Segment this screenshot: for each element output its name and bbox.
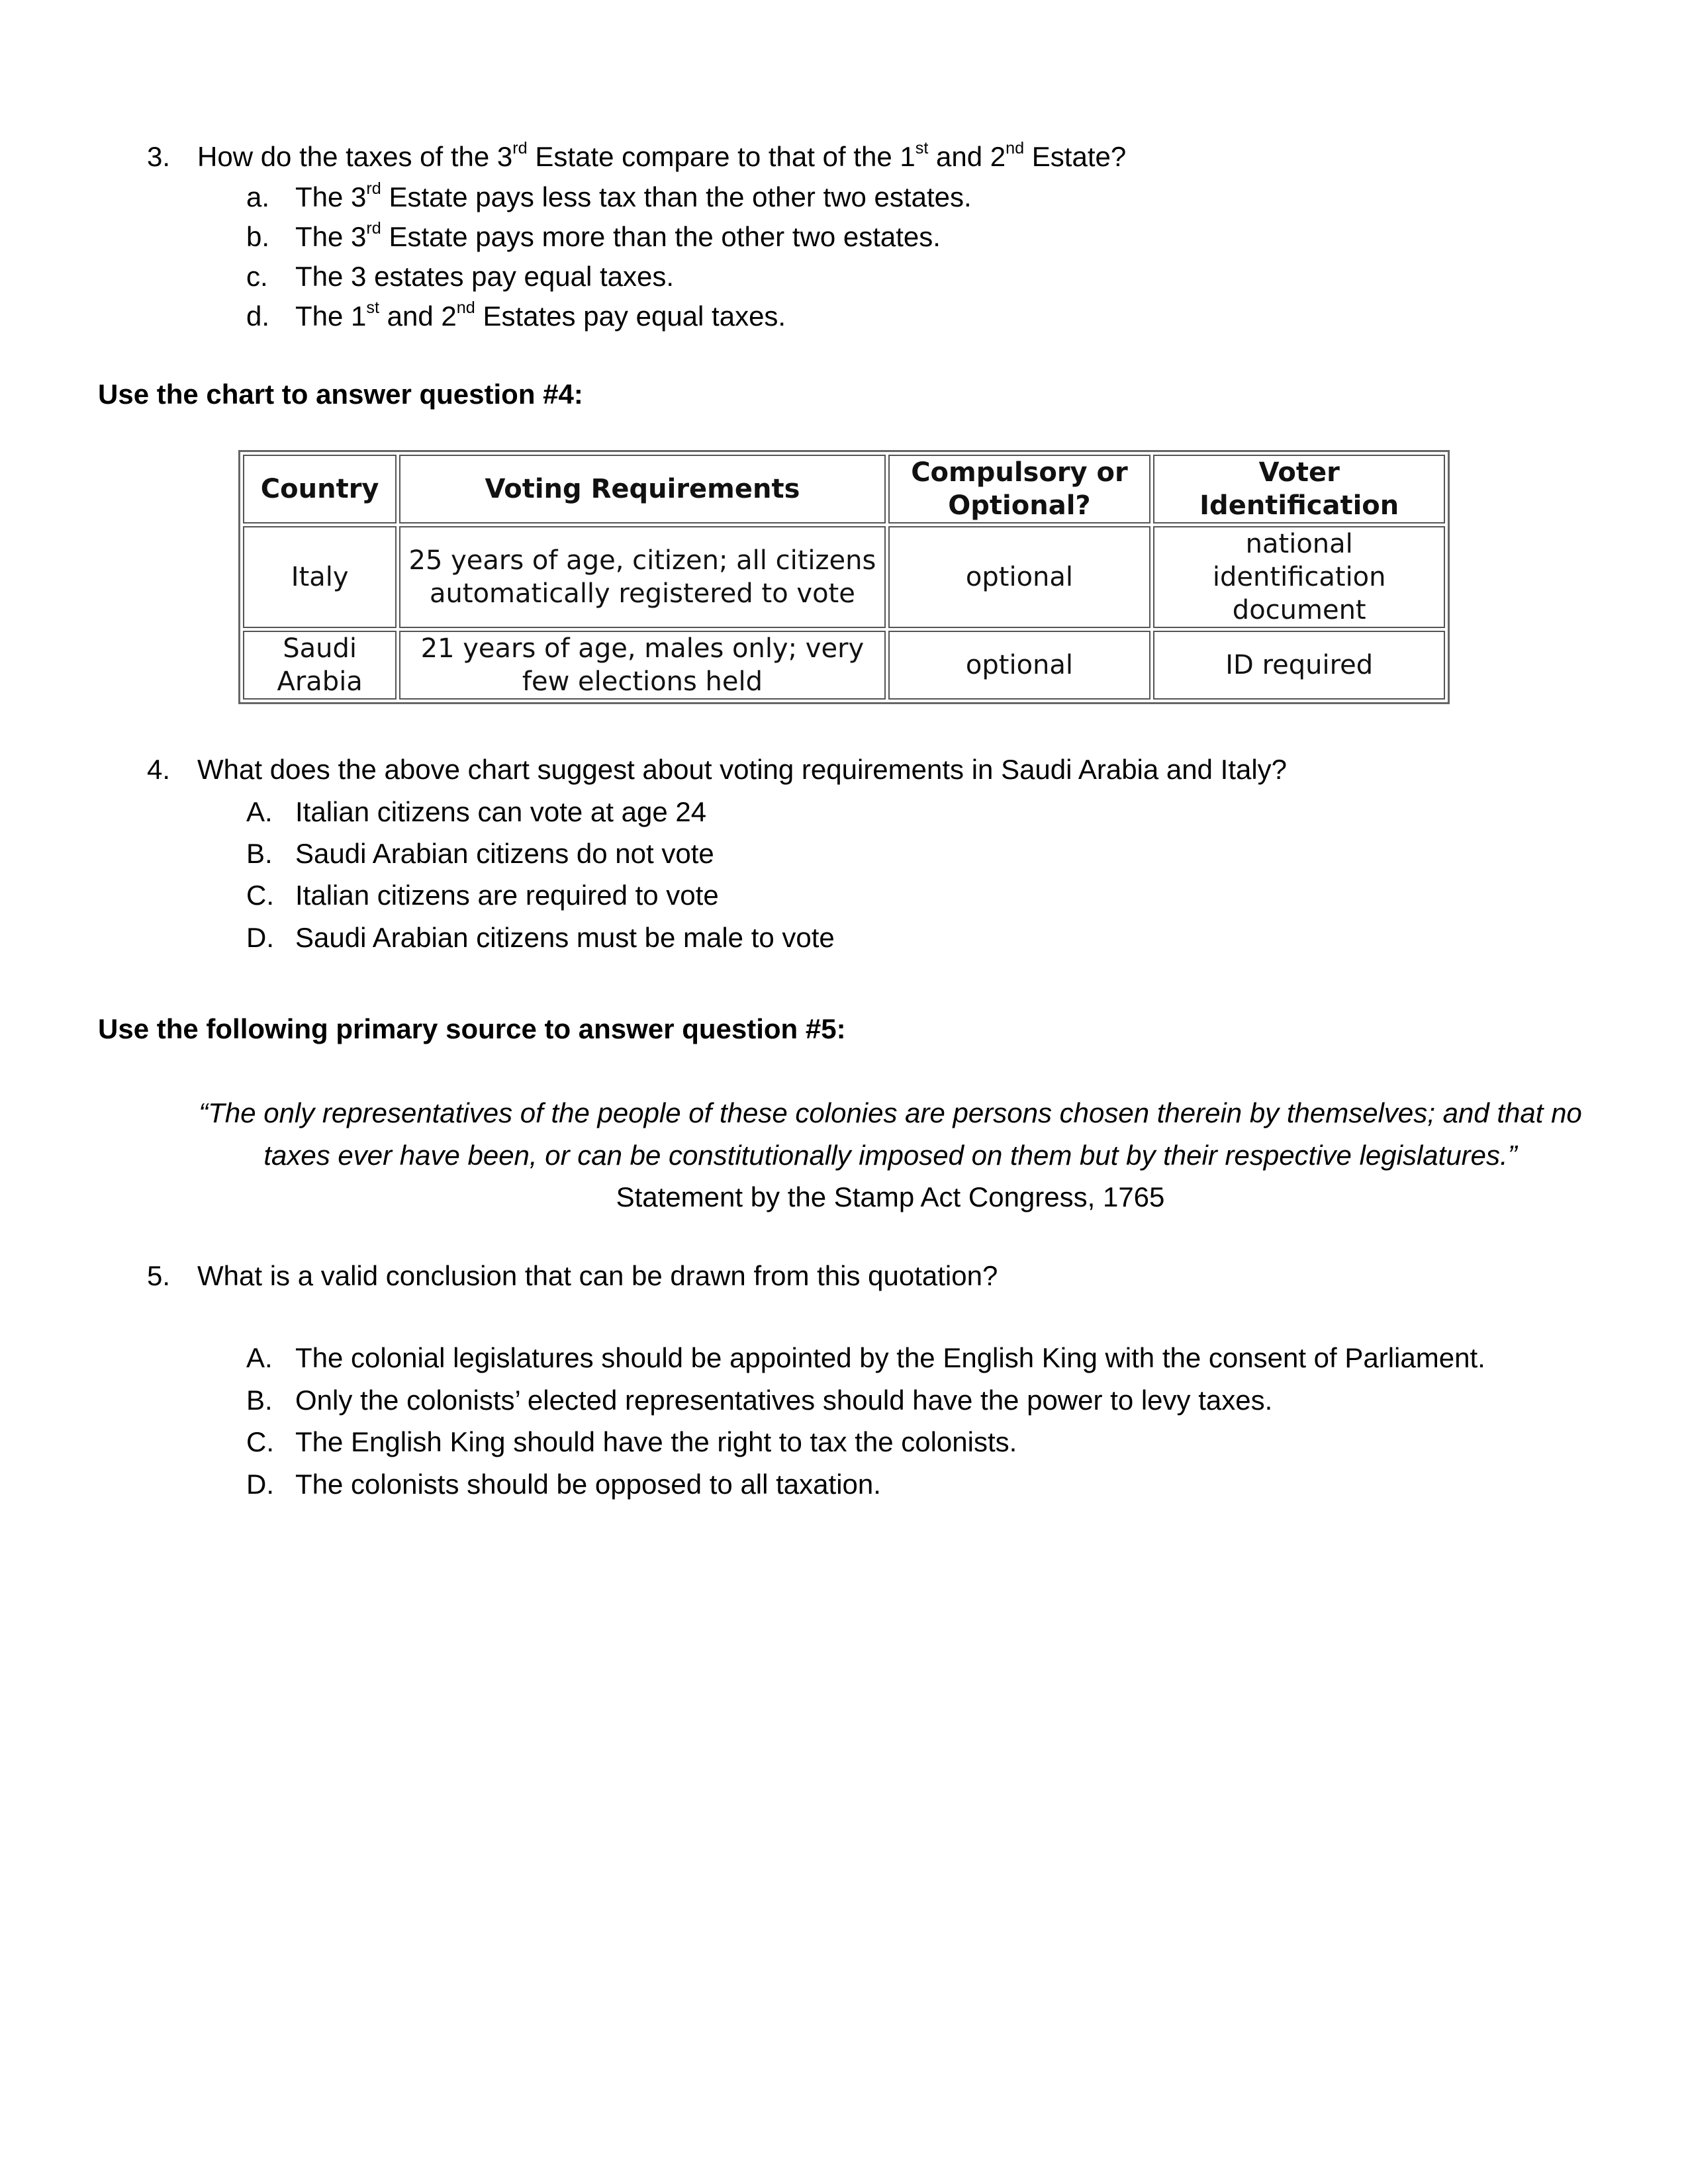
q5-option-b[interactable]: Only the colonists’ elected representatives should have the power to levy taxes. bbox=[295, 1385, 1273, 1416]
q4-option-c-letter: C. bbox=[246, 880, 274, 911]
table-row bbox=[243, 526, 1445, 628]
q3-option-d-letter: d. bbox=[246, 300, 270, 332]
q3-option-d[interactable]: The 1st and 2nd Estates pay equal taxes. bbox=[295, 298, 786, 332]
header-voting-requirements: Voting Requirements bbox=[399, 455, 885, 523]
question-4-number: 4. bbox=[147, 754, 171, 785]
q3-option-b[interactable]: The 3rd Estate pays more than the other two estates. bbox=[295, 219, 941, 252]
cell-compulsory-optional: optional bbox=[888, 631, 1151, 700]
table-header-row bbox=[243, 455, 1445, 523]
q3-option-c[interactable]: The 3 estates pay equal taxes. bbox=[295, 261, 675, 292]
q3-option-c-letter: c. bbox=[246, 261, 268, 292]
question-5-text: What is a valid conclusion that can be drawn from this quotation? bbox=[197, 1260, 998, 1291]
quote-line-1: “The only representatives of the people of these colonies are persons chosen therein by themselves; and that no bbox=[199, 1097, 1582, 1128]
q4-option-a[interactable]: Italian citizens can vote at age 24 bbox=[295, 796, 707, 827]
voting-requirements-table bbox=[238, 450, 1450, 704]
header-voter-identification: Voter Identification bbox=[1153, 455, 1445, 523]
q3-option-a-letter: a. bbox=[246, 181, 270, 212]
q3-option-a[interactable]: The 3rd Estate pays less tax than the other two estates. bbox=[295, 179, 972, 212]
q4-option-b[interactable]: Saudi Arabian citizens do not vote bbox=[295, 838, 714, 869]
q4-option-c[interactable]: Italian citizens are required to vote bbox=[295, 880, 719, 911]
q5-option-c-letter: C. bbox=[246, 1426, 274, 1457]
q4-option-d-letter: D. bbox=[246, 922, 274, 953]
table-row bbox=[243, 631, 1445, 700]
cell-voting-requirements: 21 years of age, males only; very few elections held bbox=[399, 631, 885, 700]
q5-option-c[interactable]: The English King should have the right to tax the colonists. bbox=[295, 1426, 1017, 1457]
header-country: Country bbox=[243, 455, 397, 523]
q5-option-d[interactable]: The colonists should be opposed to all taxation. bbox=[295, 1469, 881, 1500]
question-3-text: How do the taxes of the 3rd Estate compare to that of the 1st and 2nd Estate? bbox=[197, 139, 1127, 172]
q5-option-b-letter: B. bbox=[246, 1385, 273, 1416]
q5-option-a[interactable]: The colonial legislatures should be appointed by the English King with the consent of Parliament. bbox=[295, 1342, 1485, 1373]
question-3-number: 3. bbox=[147, 141, 171, 172]
cell-compulsory-optional: optional bbox=[888, 526, 1151, 628]
q4-option-a-letter: A. bbox=[246, 796, 273, 827]
quote-attribution: Statement by the Stamp Act Congress, 1765 bbox=[616, 1181, 1165, 1212]
q4-option-d[interactable]: Saudi Arabian citizens must be male to vote bbox=[295, 922, 835, 953]
chart-instruction: Use the chart to answer question #4: bbox=[98, 379, 583, 410]
q5-option-d-letter: D. bbox=[246, 1469, 274, 1500]
q5-option-a-letter: A. bbox=[246, 1342, 273, 1373]
cell-country: Saudi Arabia bbox=[243, 631, 397, 700]
quote-line-2: taxes ever have been, or can be constitutionally imposed on them but by their respective legislatures.” bbox=[263, 1140, 1517, 1171]
cell-voter-identification: ID required bbox=[1153, 631, 1445, 700]
cell-voter-identification: national identification document bbox=[1153, 526, 1445, 628]
question-4-text: What does the above chart suggest about voting requirements in Saudi Arabia and Italy? bbox=[197, 754, 1288, 785]
q4-option-b-letter: B. bbox=[246, 838, 273, 869]
header-compulsory-optional: Compulsory or Optional? bbox=[888, 455, 1151, 523]
source-instruction: Use the following primary source to answer question #5: bbox=[98, 1013, 846, 1044]
q3-option-b-letter: b. bbox=[246, 221, 270, 252]
cell-voting-requirements: 25 years of age, citizen; all citizens automatically registered to vote bbox=[399, 526, 885, 628]
cell-country: Italy bbox=[243, 526, 397, 628]
question-5-number: 5. bbox=[147, 1260, 171, 1291]
